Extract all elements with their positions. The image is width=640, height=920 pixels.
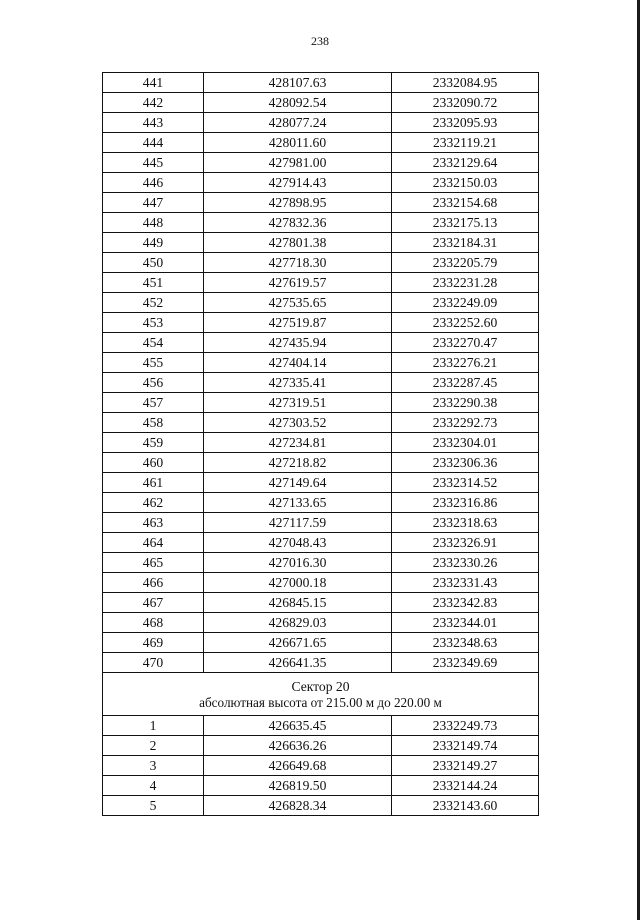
y-coordinate-cell: 2332304.01 xyxy=(392,433,539,453)
x-coordinate-cell: 427016.30 xyxy=(204,553,392,573)
x-coordinate-cell: 427519.87 xyxy=(204,313,392,333)
x-coordinate-cell: 427335.41 xyxy=(204,373,392,393)
table-row xyxy=(103,333,539,353)
point-number-cell: 444 xyxy=(103,133,204,153)
table-row xyxy=(103,633,539,653)
point-number-cell: 5 xyxy=(103,796,204,816)
point-number-cell: 451 xyxy=(103,273,204,293)
sector-subtitle: абсолютная высота от 215.00 м до 220.00 м xyxy=(199,695,442,710)
point-number-cell: 464 xyxy=(103,533,204,553)
point-number-cell: 455 xyxy=(103,353,204,373)
x-coordinate-cell: 427914.43 xyxy=(204,173,392,193)
point-number-cell: 3 xyxy=(103,756,204,776)
table-row xyxy=(103,293,539,313)
table-row xyxy=(103,473,539,493)
y-coordinate-cell: 2332331.43 xyxy=(392,573,539,593)
y-coordinate-cell: 2332348.63 xyxy=(392,633,539,653)
table-row xyxy=(103,173,539,193)
table-row xyxy=(103,776,539,796)
y-coordinate-cell: 2332154.68 xyxy=(392,193,539,213)
table-row xyxy=(103,393,539,413)
y-coordinate-cell: 2332084.95 xyxy=(392,73,539,93)
point-number-cell: 4 xyxy=(103,776,204,796)
y-coordinate-cell: 2332342.83 xyxy=(392,593,539,613)
x-coordinate-cell: 427234.81 xyxy=(204,433,392,453)
y-coordinate-cell: 2332149.74 xyxy=(392,736,539,756)
table-row xyxy=(103,313,539,333)
table-row xyxy=(103,413,539,433)
table-row xyxy=(103,573,539,593)
x-coordinate-cell: 427619.57 xyxy=(204,273,392,293)
table-row xyxy=(103,73,539,93)
sector-header-row xyxy=(103,673,539,716)
table-row xyxy=(103,796,539,816)
table-row xyxy=(103,756,539,776)
x-coordinate-cell: 427149.64 xyxy=(204,473,392,493)
table-row xyxy=(103,593,539,613)
x-coordinate-cell: 426845.15 xyxy=(204,593,392,613)
y-coordinate-cell: 2332316.86 xyxy=(392,493,539,513)
y-coordinate-cell: 2332330.26 xyxy=(392,553,539,573)
y-coordinate-cell: 2332129.64 xyxy=(392,153,539,173)
x-coordinate-cell: 428011.60 xyxy=(204,133,392,153)
point-number-cell: 452 xyxy=(103,293,204,313)
y-coordinate-cell: 2332306.36 xyxy=(392,453,539,473)
point-number-cell: 450 xyxy=(103,253,204,273)
y-coordinate-cell: 2332205.79 xyxy=(392,253,539,273)
x-coordinate-cell: 427117.59 xyxy=(204,513,392,533)
point-number-cell: 463 xyxy=(103,513,204,533)
point-number-cell: 459 xyxy=(103,433,204,453)
point-number-cell: 468 xyxy=(103,613,204,633)
table-row xyxy=(103,533,539,553)
y-coordinate-cell: 2332318.63 xyxy=(392,513,539,533)
point-number-cell: 447 xyxy=(103,193,204,213)
x-coordinate-cell: 427435.94 xyxy=(204,333,392,353)
point-number-cell: 469 xyxy=(103,633,204,653)
x-coordinate-cell: 428077.24 xyxy=(204,113,392,133)
y-coordinate-cell: 2332175.13 xyxy=(392,213,539,233)
table-row xyxy=(103,233,539,253)
y-coordinate-cell: 2332344.01 xyxy=(392,613,539,633)
x-coordinate-cell: 426671.65 xyxy=(204,633,392,653)
point-number-cell: 461 xyxy=(103,473,204,493)
x-coordinate-cell: 427898.95 xyxy=(204,193,392,213)
point-number-cell: 466 xyxy=(103,573,204,593)
table-row xyxy=(103,493,539,513)
point-number-cell: 449 xyxy=(103,233,204,253)
x-coordinate-cell: 426829.03 xyxy=(204,613,392,633)
x-coordinate-cell: 426828.34 xyxy=(204,796,392,816)
point-number-cell: 457 xyxy=(103,393,204,413)
coordinates-table-body xyxy=(103,73,539,673)
table-row xyxy=(103,716,539,736)
table-row xyxy=(103,433,539,453)
y-coordinate-cell: 2332290.38 xyxy=(392,393,539,413)
x-coordinate-cell: 428092.54 xyxy=(204,93,392,113)
sector-header-cell xyxy=(103,673,539,716)
page-number: 238 xyxy=(311,34,329,48)
table-row xyxy=(103,153,539,173)
y-coordinate-cell: 2332326.91 xyxy=(392,533,539,553)
x-coordinate-cell: 426819.50 xyxy=(204,776,392,796)
y-coordinate-cell: 2332314.52 xyxy=(392,473,539,493)
x-coordinate-cell: 427218.82 xyxy=(204,453,392,473)
x-coordinate-cell: 426649.68 xyxy=(204,756,392,776)
sector-header-group xyxy=(103,673,539,716)
point-number-cell: 448 xyxy=(103,213,204,233)
point-number-cell: 470 xyxy=(103,653,204,673)
y-coordinate-cell: 2332231.28 xyxy=(392,273,539,293)
y-coordinate-cell: 2332270.47 xyxy=(392,333,539,353)
x-coordinate-cell: 426635.45 xyxy=(204,716,392,736)
point-number-cell: 441 xyxy=(103,73,204,93)
table-row xyxy=(103,253,539,273)
x-coordinate-cell: 427535.65 xyxy=(204,293,392,313)
table-row xyxy=(103,736,539,756)
x-coordinate-cell: 426636.26 xyxy=(204,736,392,756)
sector-title: Сектор 20 xyxy=(291,679,350,694)
x-coordinate-cell: 427133.65 xyxy=(204,493,392,513)
x-coordinate-cell: 427981.00 xyxy=(204,153,392,173)
x-coordinate-cell: 427832.36 xyxy=(204,213,392,233)
x-coordinate-cell: 427404.14 xyxy=(204,353,392,373)
y-coordinate-cell: 2332150.03 xyxy=(392,173,539,193)
table-row xyxy=(103,513,539,533)
x-coordinate-cell: 427000.18 xyxy=(204,573,392,593)
y-coordinate-cell: 2332090.72 xyxy=(392,93,539,113)
y-coordinate-cell: 2332292.73 xyxy=(392,413,539,433)
table-row xyxy=(103,93,539,113)
y-coordinate-cell: 2332252.60 xyxy=(392,313,539,333)
point-number-cell: 1 xyxy=(103,716,204,736)
coordinates-table xyxy=(102,72,539,816)
y-coordinate-cell: 2332095.93 xyxy=(392,113,539,133)
table-row xyxy=(103,613,539,633)
table-row xyxy=(103,653,539,673)
point-number-cell: 453 xyxy=(103,313,204,333)
x-coordinate-cell: 428107.63 xyxy=(204,73,392,93)
point-number-cell: 446 xyxy=(103,173,204,193)
point-number-cell: 465 xyxy=(103,553,204,573)
point-number-cell: 443 xyxy=(103,113,204,133)
sector-table-body xyxy=(103,716,539,816)
x-coordinate-cell: 427303.52 xyxy=(204,413,392,433)
x-coordinate-cell: 427319.51 xyxy=(204,393,392,413)
y-coordinate-cell: 2332144.24 xyxy=(392,776,539,796)
point-number-cell: 458 xyxy=(103,413,204,433)
table-row xyxy=(103,213,539,233)
y-coordinate-cell: 2332143.60 xyxy=(392,796,539,816)
point-number-cell: 2 xyxy=(103,736,204,756)
y-coordinate-cell: 2332276.21 xyxy=(392,353,539,373)
table-row xyxy=(103,453,539,473)
x-coordinate-cell: 427801.38 xyxy=(204,233,392,253)
x-coordinate-cell: 427718.30 xyxy=(204,253,392,273)
point-number-cell: 442 xyxy=(103,93,204,113)
y-coordinate-cell: 2332249.09 xyxy=(392,293,539,313)
point-number-cell: 460 xyxy=(103,453,204,473)
table-row xyxy=(103,373,539,393)
table-row xyxy=(103,113,539,133)
y-coordinate-cell: 2332287.45 xyxy=(392,373,539,393)
point-number-cell: 454 xyxy=(103,333,204,353)
table-row xyxy=(103,193,539,213)
y-coordinate-cell: 2332184.31 xyxy=(392,233,539,253)
y-coordinate-cell: 2332249.73 xyxy=(392,716,539,736)
table-row xyxy=(103,353,539,373)
point-number-cell: 467 xyxy=(103,593,204,613)
x-coordinate-cell: 427048.43 xyxy=(204,533,392,553)
point-number-cell: 445 xyxy=(103,153,204,173)
point-number-cell: 462 xyxy=(103,493,204,513)
y-coordinate-cell: 2332149.27 xyxy=(392,756,539,776)
table-row xyxy=(103,553,539,573)
table-row xyxy=(103,133,539,153)
y-coordinate-cell: 2332119.21 xyxy=(392,133,539,153)
y-coordinate-cell: 2332349.69 xyxy=(392,653,539,673)
table-row xyxy=(103,273,539,293)
point-number-cell: 456 xyxy=(103,373,204,393)
x-coordinate-cell: 426641.35 xyxy=(204,653,392,673)
